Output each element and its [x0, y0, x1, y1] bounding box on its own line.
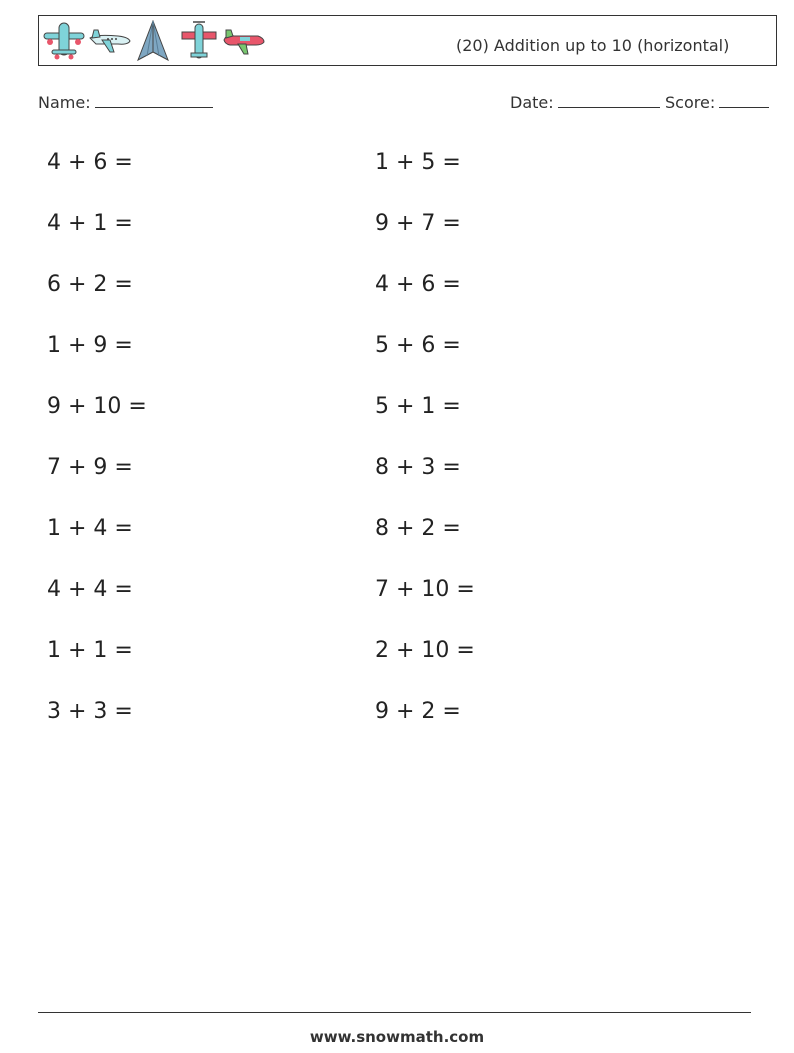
name-blank[interactable]: [95, 93, 213, 108]
problem-right-9: 2 + 10 =: [375, 638, 475, 663]
problem-left-5: 9 + 10 =: [47, 394, 147, 419]
footer-divider: [38, 1012, 751, 1013]
paper-plane-icon: [136, 20, 170, 62]
jet-icon: [88, 20, 132, 62]
biplane-icon: [222, 20, 266, 62]
name-label: Name:: [38, 93, 91, 112]
footer-url[interactable]: www.snowmath.com: [309, 1028, 485, 1046]
name-field[interactable]: [38, 93, 213, 112]
score-field[interactable]: [665, 93, 769, 112]
problem-left-4: 1 + 9 =: [47, 333, 133, 358]
score-label: Score:: [665, 93, 716, 112]
problem-right-2: 9 + 7 =: [375, 211, 461, 236]
problem-left-1: 4 + 6 =: [47, 150, 133, 175]
problem-left-2: 4 + 1 =: [47, 211, 133, 236]
problem-left-6: 7 + 9 =: [47, 455, 133, 480]
problem-right-4: 5 + 6 =: [375, 333, 461, 358]
worksheet-header: [38, 15, 777, 66]
problem-left-10: 3 + 3 =: [47, 699, 133, 724]
problem-right-7: 8 + 2 =: [375, 516, 461, 541]
problem-right-5: 5 + 1 =: [375, 394, 461, 419]
problem-left-8: 4 + 4 =: [47, 577, 133, 602]
problem-right-10: 9 + 2 =: [375, 699, 461, 724]
date-blank[interactable]: [558, 93, 660, 108]
problem-left-9: 1 + 1 =: [47, 638, 133, 663]
score-blank[interactable]: [719, 93, 769, 108]
date-field[interactable]: [510, 93, 660, 112]
airplane-icon: [42, 20, 86, 62]
problem-right-6: 8 + 3 =: [375, 455, 461, 480]
problem-right-3: 4 + 6 =: [375, 272, 461, 297]
date-label: Date:: [510, 93, 554, 112]
worksheet-title: (20) Addition up to 10 (horizontal): [456, 36, 730, 55]
problem-right-8: 7 + 10 =: [375, 577, 475, 602]
problem-left-7: 1 + 4 =: [47, 516, 133, 541]
problem-left-3: 6 + 2 =: [47, 272, 133, 297]
propeller-plane-icon: [180, 20, 218, 62]
problem-right-1: 1 + 5 =: [375, 150, 461, 175]
